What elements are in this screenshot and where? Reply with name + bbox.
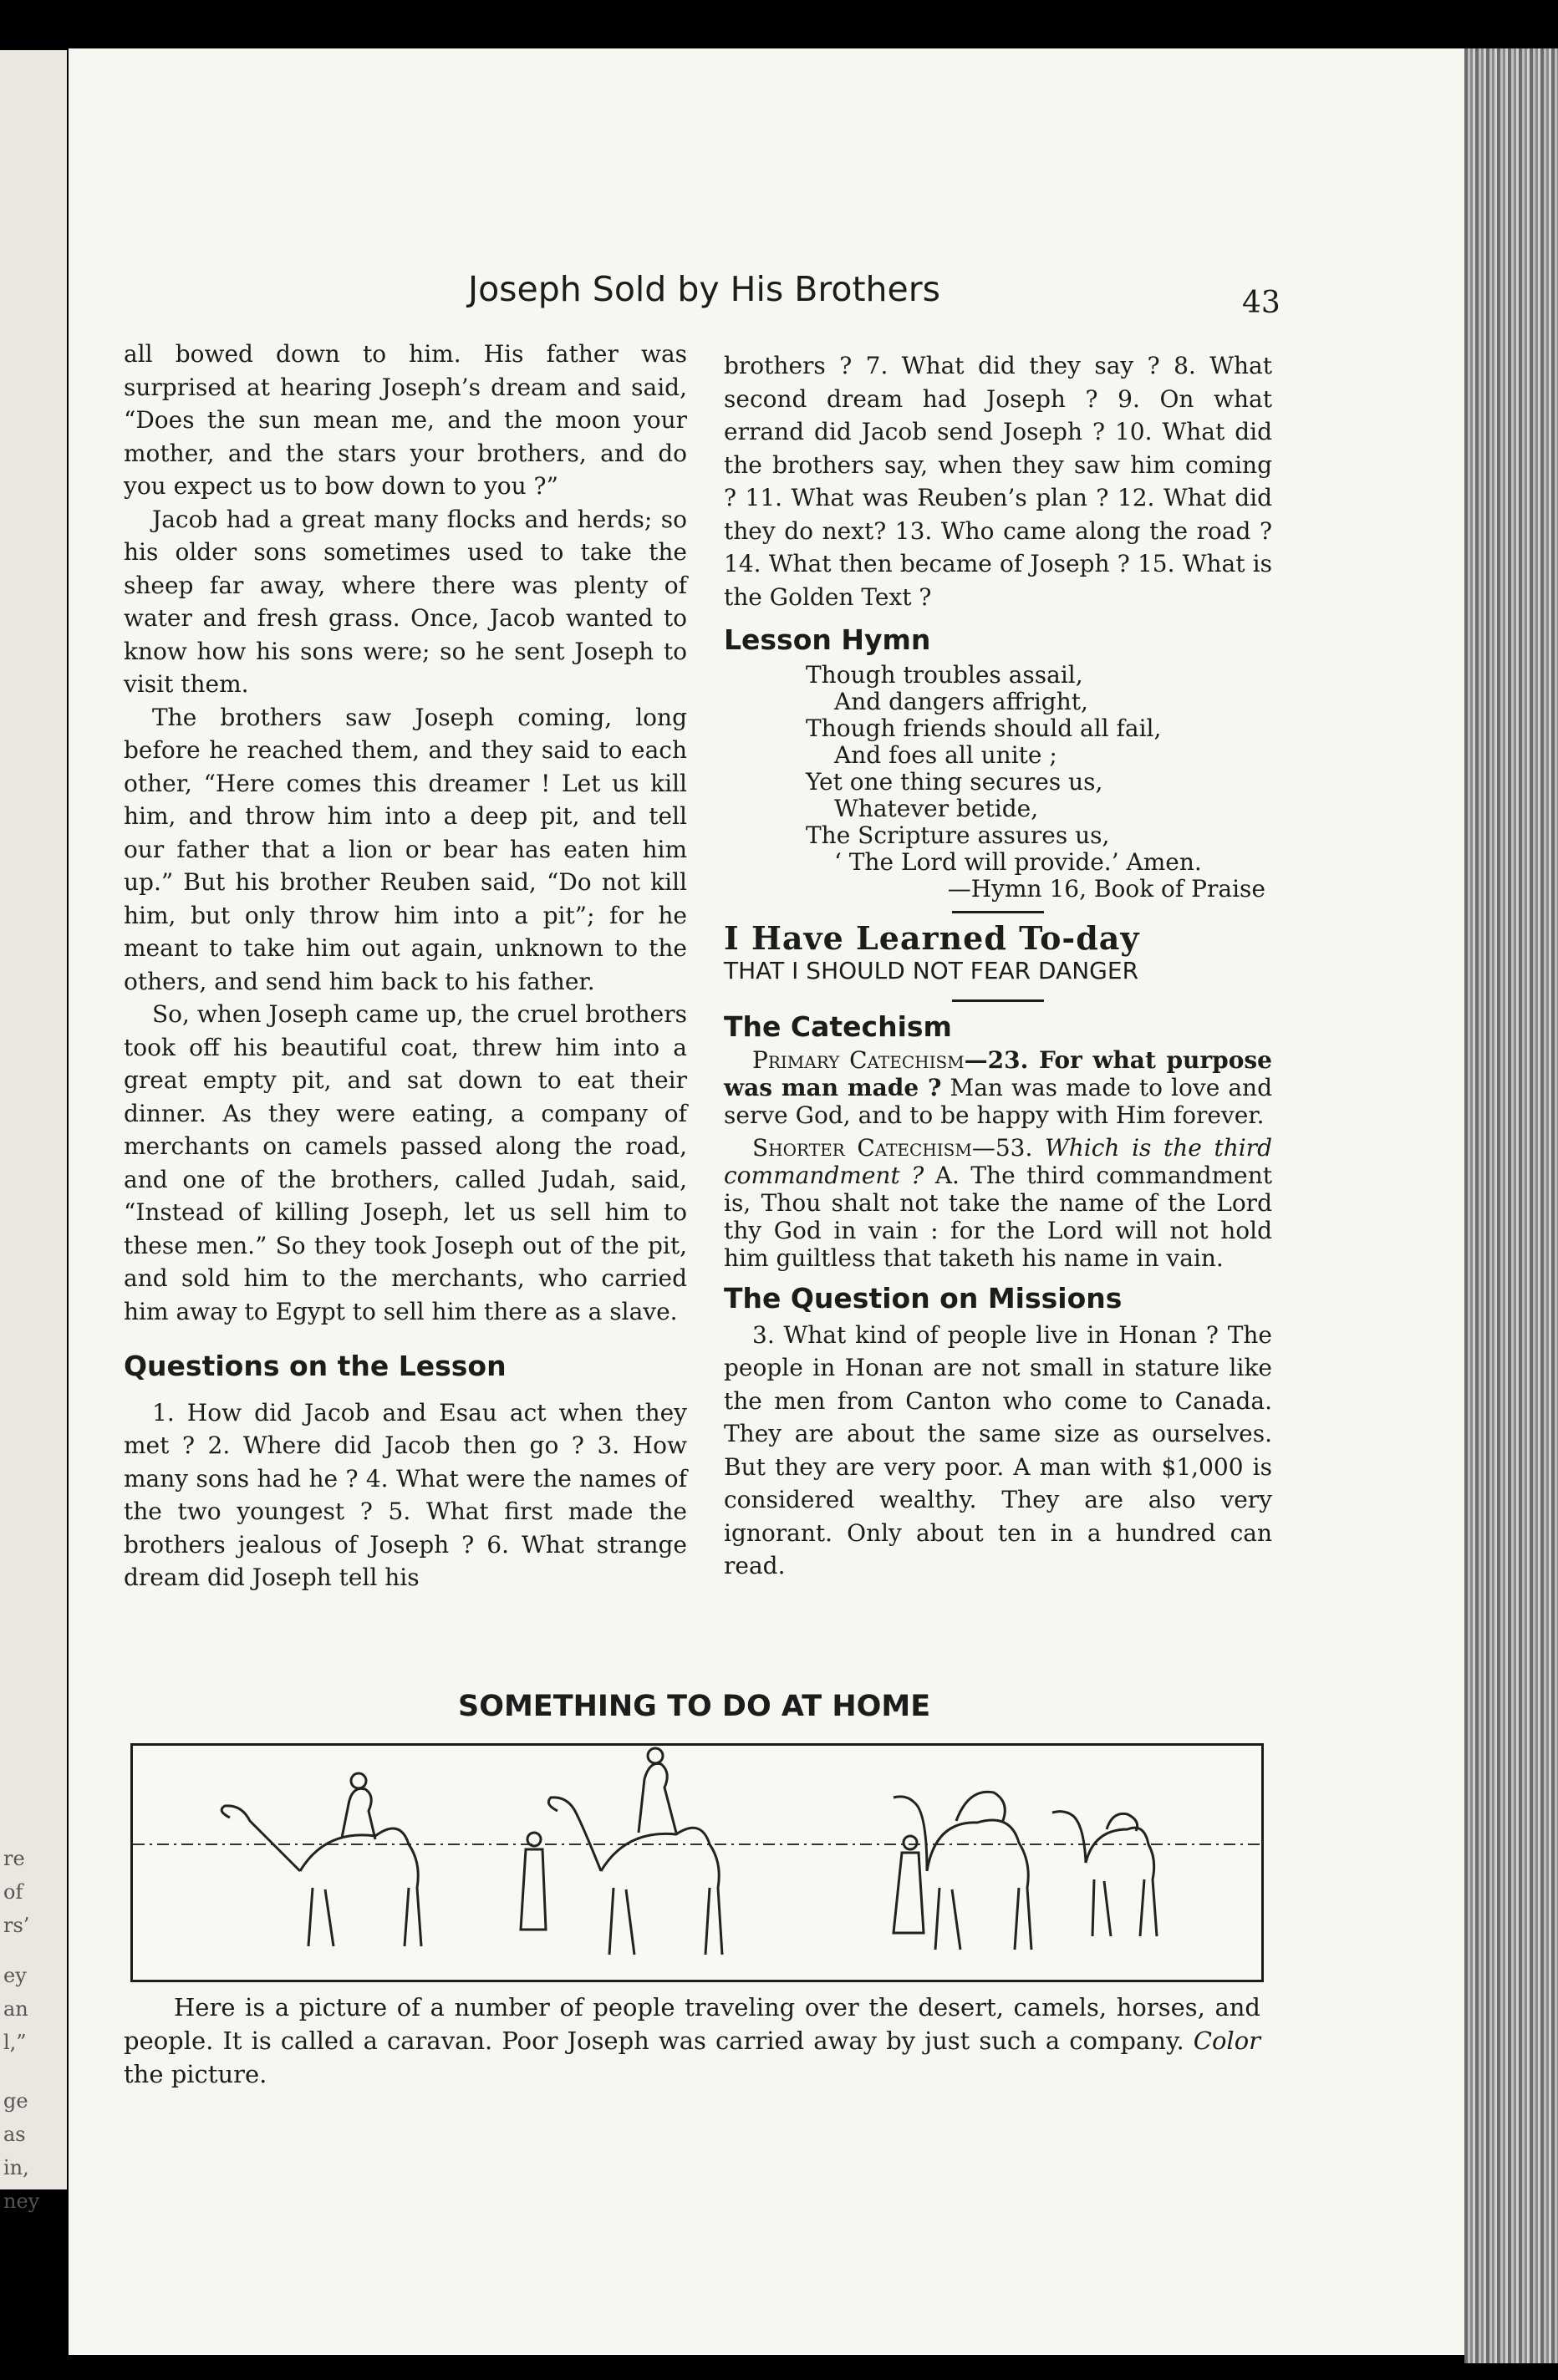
learned-today-text: THAT I SHOULD NOT FEAR DANGER [724,957,1139,984]
pack-camel-icon [894,1792,1031,1950]
hymn-line: ‘ The Lord will provide.’ Amen. [834,847,1202,876]
walking-man-2-icon [894,1836,924,1933]
shorter-catechism-answer: A. The third commandment is, Thou shalt not take the name of the Lord thy God in vain : for the Lord will not hold him guiltless that taketh his name in vain. [724,1162,1273,1272]
margin-fragment: re [3,1847,25,1870]
caption-end: the picture. [124,2060,267,2088]
page-header-title: Joseph Sold by His Brothers [468,269,940,309]
margin-fragment: as [3,2123,26,2146]
body-paragraph: So, when Joseph came up, the cruel brothers took off his beautiful coat, threw him into a great empty pit, and sat down to eat their dinner. As they were eating, a company of merchants on camels passed along the road, and one of the brothers, called Judah, said, “Instead of killing Joseph, let us sell him to these men.” So they took Joseph out of the pit, and sold him to the merchants, who carried him away to Egypt to sell him there as a slave. [124,1000,687,1325]
hymn-line: And foes all unite ; [834,740,1057,769]
adjacent-page-sliver [0,50,67,2213]
learned-today-heading: I Have Learned To-day [724,918,1140,957]
questions-text: 1. How did Jacob and Esau act when they met ? 2. Where did Jacob then go ? 3. How many sons had he ? 4. What were the names of the two youngest ? 5. What first made the brothers jealous of Joseph ? 6. What strange dream did Joseph tell his [124,1398,687,1591]
shorter-catechism-label: Shorter Catechism [752,1134,972,1162]
caption-text: Here is a picture of a number of people traveling over the desert, camels, horses, and people. It is called a caravan. Poor Joseph was carried away by just such a company. [124,1993,1260,2055]
section-divider [952,911,1044,913]
page-number: 43 [1242,286,1281,320]
camel-with-rider-2-icon [548,1748,722,1955]
small-camel-icon [1052,1812,1157,1936]
camel-with-rider-1-icon [221,1773,421,1946]
body-paragraph: all bowed down to him. His father was surprised at hearing Joseph’s dream and said, “Does the sun mean me, and the moon your mother, and the stars your brothers, and do you expect us to bow down to you ?” [124,340,687,500]
hymn-verse [724,662,1272,903]
hymn-line: Though friends should all fail, [806,714,1162,742]
hymn-source: —Hymn 16, Book of Praise [947,874,1265,903]
margin-fragment: rs’ [3,1914,30,1937]
caption-italic-word: Color [1193,2027,1261,2055]
activity-heading: SOMETHING TO DO AT HOME [458,1690,931,1723]
shorter-catechism-question: Which is the third commandment ? [724,1134,1272,1189]
primary-catechism-answer: Man was made to love and serve God, and to be happy with Him forever. [724,1074,1273,1129]
hymn-line: The Scripture assures us, [806,821,1110,849]
hymn-line: Whatever betide, [834,794,1039,822]
section-divider [952,999,1044,1002]
shorter-catechism [724,1134,1272,1272]
hymn-line: Though troubles assail, [806,660,1083,689]
shorter-catechism-number: —53. [971,1134,1033,1162]
body-paragraph: Jacob had a great many flocks and herds; so his older sons sometimes used to take the sheep far away, where there was plenty of water and fresh grass. Once, Jacob wanted to know how his sons were; so he sent Joseph to visit them. [124,505,687,698]
margin-fragment: of [3,1880,23,1904]
hymn-line: Yet one thing secures us, [806,767,1103,796]
caravan-illustration [130,1743,1264,1982]
margin-fragment: ney [3,2189,40,2213]
primary-catechism-label: Primary Catechism [752,1046,965,1074]
questions-heading: Questions on the Lesson [124,1350,507,1382]
primary-catechism [724,1046,1272,1129]
margin-fragment: ge [3,2089,28,2113]
missions-text: 3. What kind of people live in Honan ? The people in Honan are not small in stature like the men from Canton who come to Canada. They are about the same size as ourselves. But they are very poor. A man with $1,000 is considered wealthy. They are also very ignorant. Only about ten in a hundred can read. [724,1320,1272,1579]
left-column [124,338,687,1594]
margin-fragment: an [3,1997,28,2021]
margin-fragment: in, [3,2156,29,2179]
hymn-line: And dangers affright, [834,687,1088,715]
book-page-edges [1464,48,1558,2363]
caravan-drawing [133,1746,1261,1980]
questions-continued: brothers ? 7. What did they say ? 8. What second dream had Joseph ? 9. On what errand did Jacob send Joseph ? 10. What did the brothers say, when they saw him coming ? 11. What was Reuben’s plan ? 12. What did they do next? 13. Who came along the road ? 14. What then became of Joseph ? 15. What is the Golden Text ? [724,352,1272,611]
catechism-heading: The Catechism [724,1009,952,1043]
right-column [724,349,1272,1583]
hymn-heading: Lesson Hymn [724,623,931,656]
body-paragraph: The brothers saw Joseph coming, long before he reached them, and they said to each other, “Here comes this dreamer ! Let us kill him, and throw him into a deep pit, and tell our father that a lion or bear has eaten him up.” But his brother Reuben said, “Do not kill him, but only throw him into a pit”; for he meant to take him out again, unknown to the others, and send him back to his father. [124,703,687,995]
primary-catechism-question: —23. For what purpose was man made ? [724,1046,1272,1101]
margin-fragment: l,” [3,2031,27,2054]
walking-man-1-icon [521,1833,546,1930]
missions-heading: The Question on Missions [724,1282,1123,1315]
margin-fragment: ey [3,1964,27,1987]
illustration-caption [124,1991,1260,2091]
